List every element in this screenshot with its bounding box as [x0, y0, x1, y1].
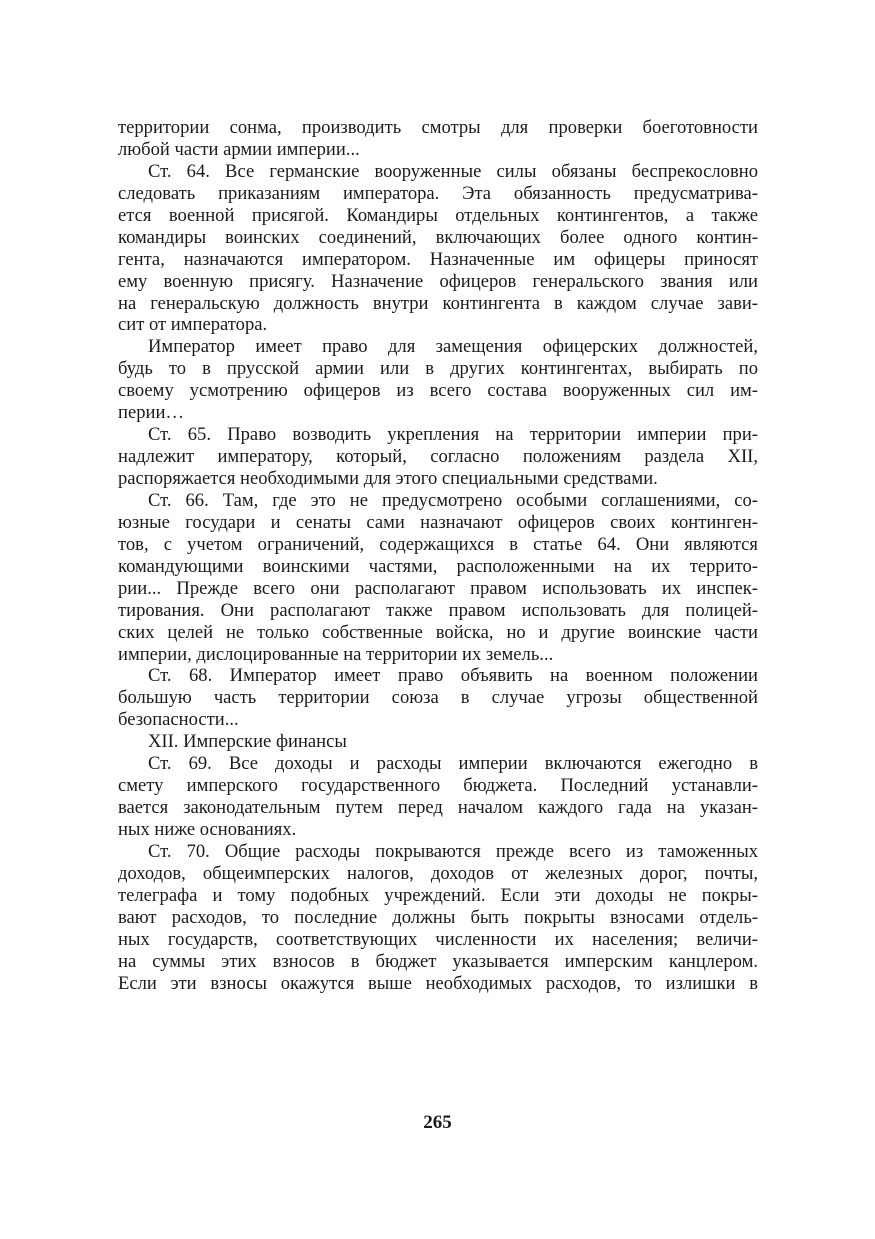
- text-line: командиры воинских соединений, включающих более одного контин-: [118, 226, 758, 248]
- text-line: XII. Имперские финансы: [148, 731, 347, 753]
- text-line: перии…: [118, 402, 184, 424]
- text-line: Если эти взносы окажутся выше необходимых расходов, то излишки в: [118, 972, 758, 994]
- text-line: следовать приказаниям императора. Эта обязанность предусматрива-: [118, 182, 758, 204]
- text-line: Ст. 65. Право возводить укрепления на территории империи при-: [148, 424, 758, 446]
- text-line: смету имперского государственного бюджета. Последний устанавли-: [118, 775, 758, 797]
- text-line: Ст. 64. Все германские вооруженные силы обязаны беспрекословно: [148, 160, 758, 182]
- text-line: тов, с учетом ограничений, содержащихся в статье 64. Они являются: [118, 533, 758, 555]
- text-line: империи, дислоцированные на территории их земель...: [118, 643, 554, 665]
- text-line: вают расходов, то последние должны быть покрыты взносами отдель-: [118, 906, 758, 928]
- text-line: на генеральскую должность внутри контингента в каждом случае зави-: [118, 292, 758, 314]
- text-line: Император имеет право для замещения офицерских должностей,: [148, 336, 758, 358]
- text-line: на суммы этих взносов в бюджет указывается имперским канцлером.: [118, 950, 758, 972]
- text-line: распоряжается необходимыми для этого специальными средствами.: [118, 468, 658, 489]
- text-line: ется военной присягой. Командиры отдельных контингентов, а также: [118, 204, 758, 226]
- text-line: командующими воинскими частями, расположенными на их террито-: [118, 555, 758, 577]
- text-line: вается законодательным путем перед началом каждого гада на указан-: [118, 797, 758, 819]
- text-line: безопасности...: [118, 709, 239, 731]
- text-line: телеграфа и тому подобных учреждений. Если эти доходы не покры-: [118, 884, 758, 906]
- text-line: ных ниже основаниях.: [118, 819, 297, 840]
- text-line: территории сонма, производить смотры для проверки боеготовности: [118, 117, 758, 138]
- text-line: юзные государи и сенаты сами назначают офицеров своих континген-: [118, 511, 758, 533]
- text-line: любой части армии империи...: [118, 138, 360, 160]
- page-number: 265: [423, 1112, 452, 1133]
- text-line: тирования. Они располагают также правом использовать для полицей-: [118, 599, 758, 621]
- text-line: ему военную присягу. Назначение офицеров генеральского звания или: [118, 270, 758, 292]
- text-line: большую часть территории союза в случае угрозы общественной: [118, 687, 758, 709]
- text-line: гента, назначаются императором. Назначенные им офицеры приносят: [118, 248, 758, 270]
- text-line: сит от императора.: [118, 314, 268, 336]
- text-line: ских целей не только собственные войска, но и другие воинские части: [118, 621, 758, 643]
- text-line: надлежит императору, который, согласно положениям раздела XII,: [118, 446, 758, 468]
- text-line: Ст. 70. Общие расходы покрываются прежде всего из таможенных: [148, 840, 758, 862]
- text-line: доходов, общеимперских налогов, доходов от железных дорог, почты,: [118, 862, 758, 884]
- text-line: Ст. 66. Там, где это не предусмотрено особыми соглашениями, со-: [148, 489, 758, 511]
- text-line: своему усмотрению офицеров из всего состава вооруженных сил им-: [118, 380, 758, 402]
- text-line: рии... Прежде всего они располагают правом использовать их инспек-: [118, 577, 758, 599]
- text-line: будь то в прусской армии или в других контингентах, выбирать по: [118, 358, 758, 380]
- text-line: ных государств, соответствующих численности их населения; величи-: [118, 928, 758, 950]
- text-line: Ст. 68. Император имеет право объявить на военном положении: [148, 665, 758, 687]
- text-line: Ст. 69. Все доходы и расходы империи включаются ежегодно в: [148, 753, 758, 775]
- body-text: [118, 117, 758, 995]
